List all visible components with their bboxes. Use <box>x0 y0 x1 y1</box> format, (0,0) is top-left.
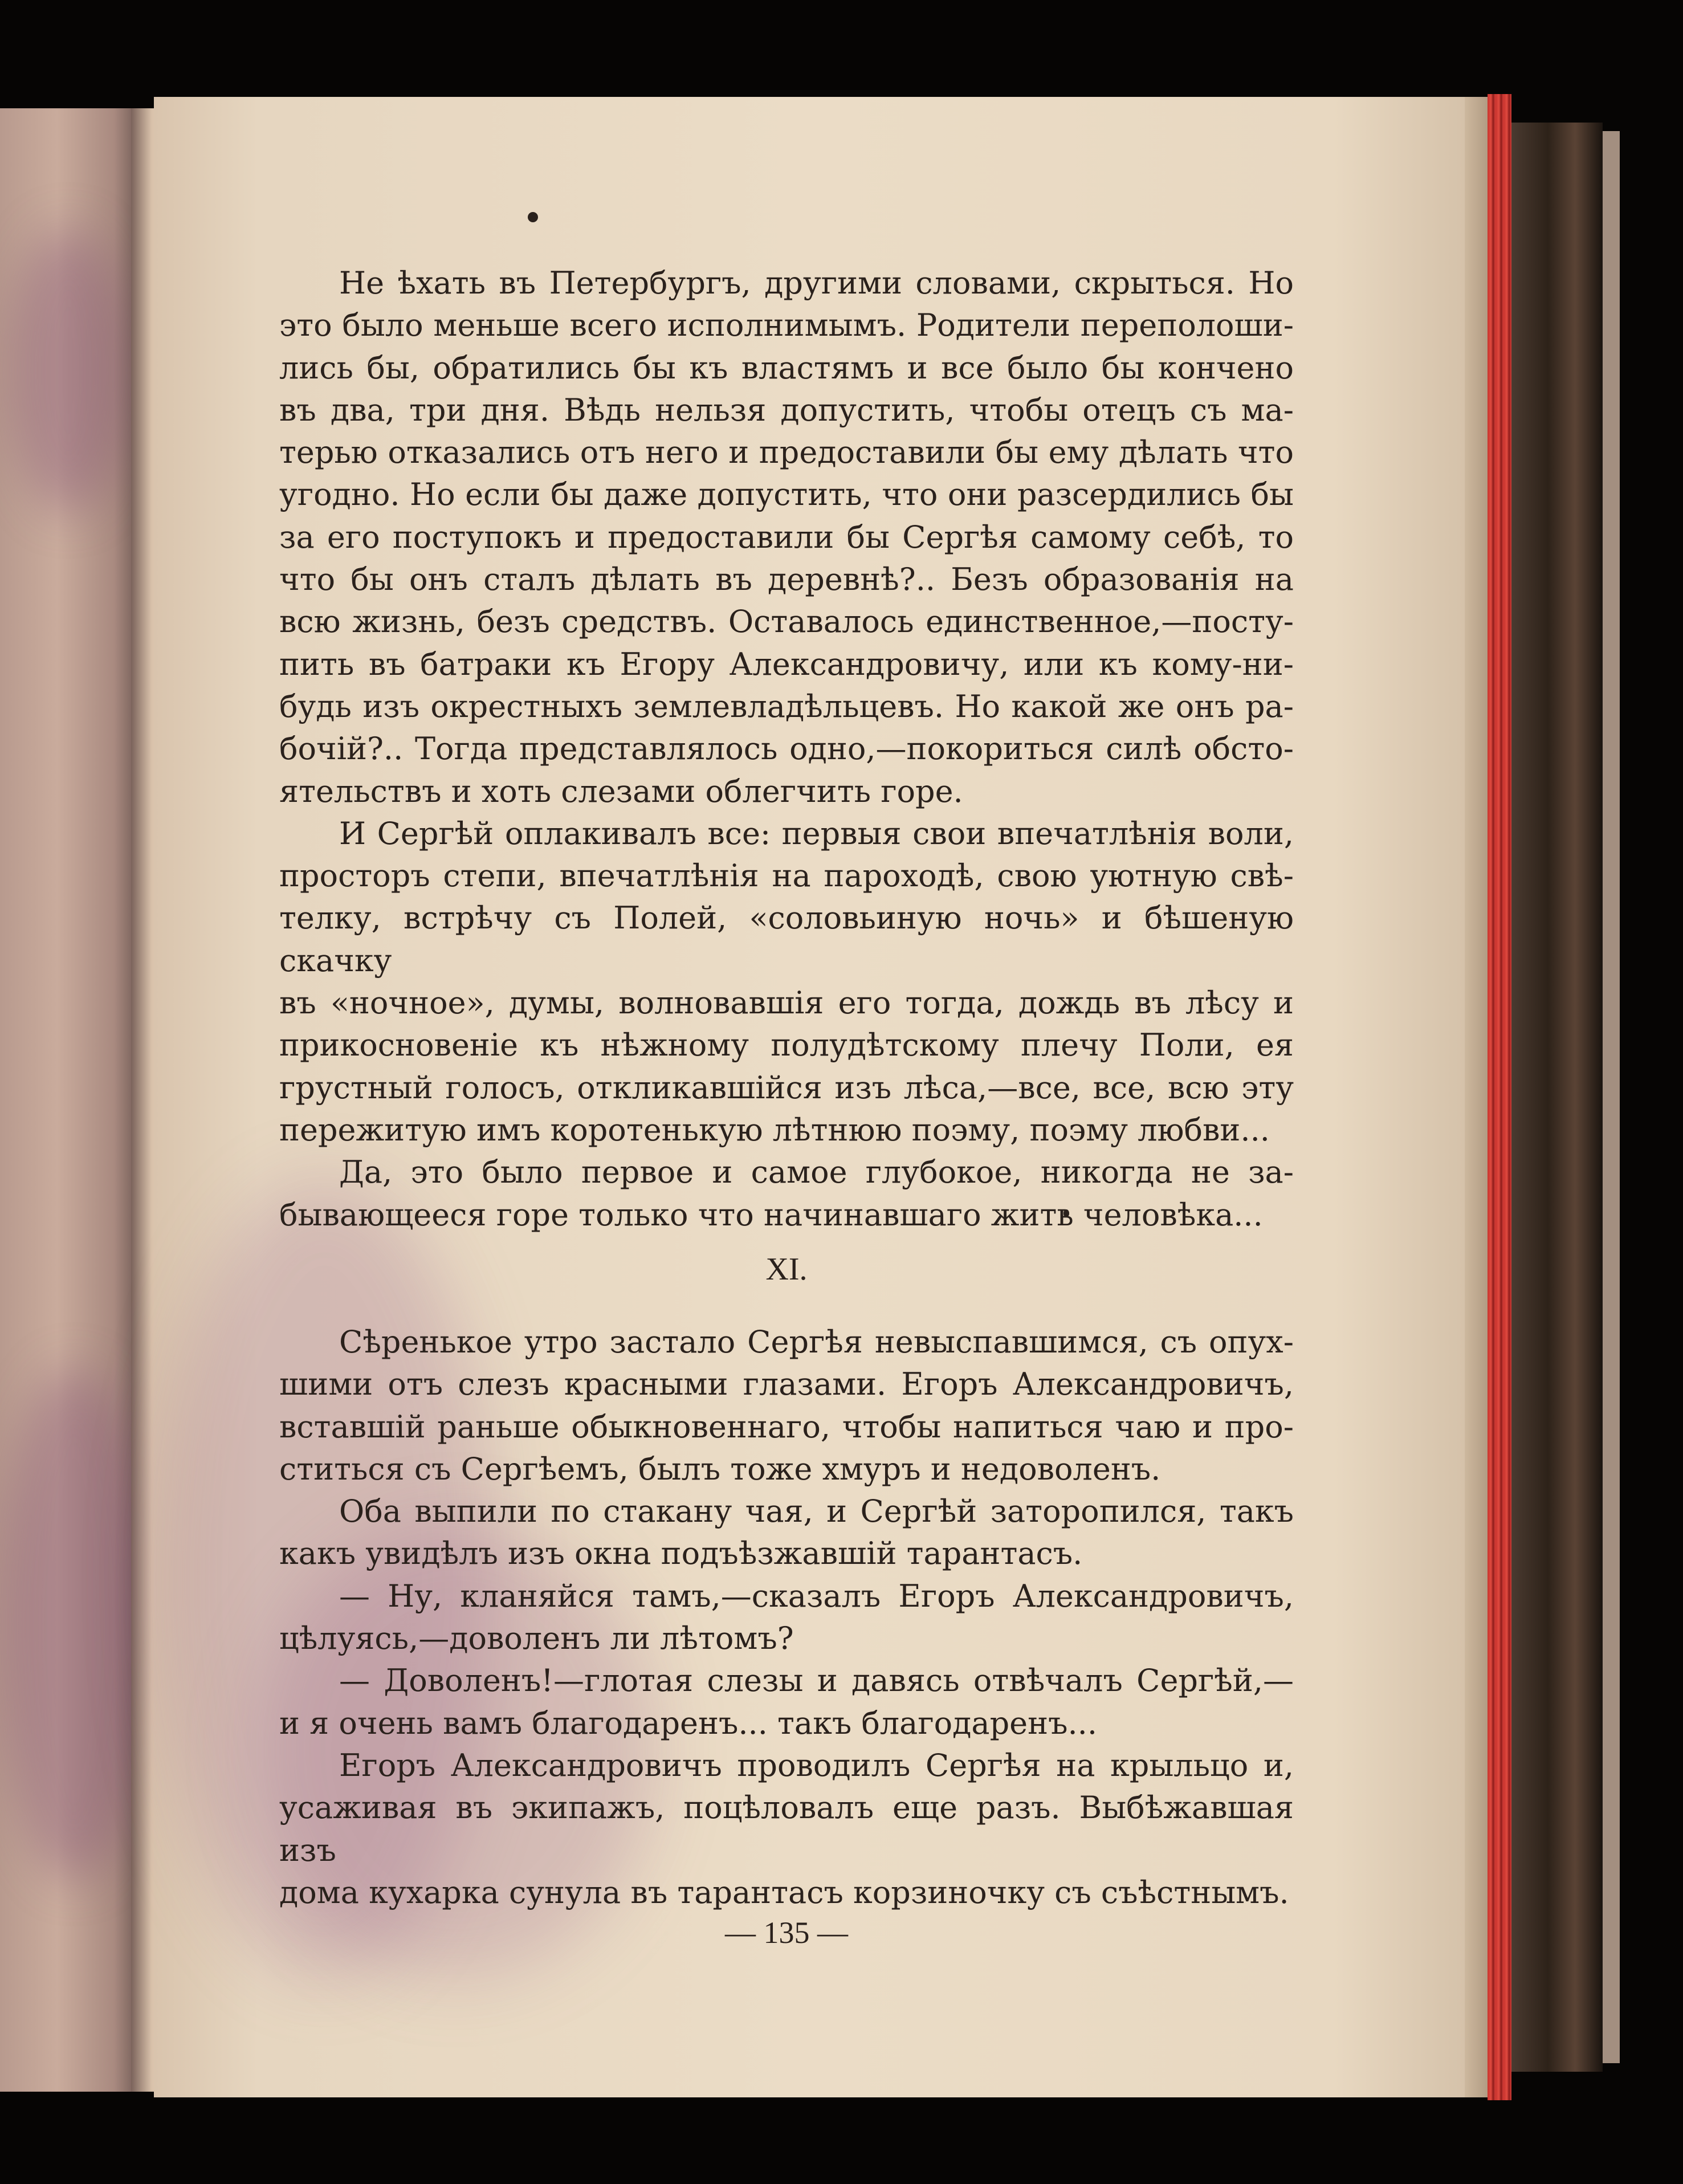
stain <box>11 228 125 513</box>
cover-edge <box>1603 131 1620 2063</box>
text-line: Сѣренькое утро застало Сергѣя невыспавшимся, съ опух- <box>339 1324 1294 1360</box>
text-line: терью отказались отъ него и предоставили бы ему дѣлать что <box>279 434 1294 471</box>
page-block-edge <box>1465 97 1488 2097</box>
text-line: — Ну, кланяйся тамъ,—сказалъ Егоръ Александровичъ, <box>339 1578 1294 1614</box>
text-line: бывающееся горе только что начинавшаго жить человѣка... <box>279 1196 1263 1233</box>
text-line: Да, это было первое и самое глубокое, никогда не за- <box>339 1154 1294 1191</box>
text-line: просторъ степи, впечатлѣнія на пароходѣ, свою уютную свѣ- <box>279 858 1294 894</box>
text-line: и я очень вамъ благодаренъ... такъ благодаренъ... <box>279 1705 1097 1741</box>
text-line: дома кухарка сунула въ тарантасъ корзиночку съ съѣстнымъ. <box>279 1874 1289 1910</box>
text-line: будь изъ окрестныхъ землевладѣльцевъ. Но какой же онъ ра- <box>279 688 1294 724</box>
text-line: въ два, три дня. Вѣдь нельзя допустить, чтобы отецъ съ ма- <box>279 392 1294 428</box>
text-line: — Доволенъ!—глотая слезы и давясь отвѣчалъ Сергѣй,— <box>339 1663 1294 1699</box>
text-line: И Сергѣй оплакивалъ все: первыя свои впечатлѣнія воли, <box>339 815 1294 851</box>
text-line: усаживая въ экипажъ, поцѣловалъ еще разъ. Выбѣжавшая изъ <box>279 1790 1294 1868</box>
text-line: шими отъ слезъ красными глазами. Егоръ Александровичъ, <box>279 1366 1294 1403</box>
text-line: Не ѣхать въ Петербургъ, другими словами, скрыться. Но <box>339 265 1294 301</box>
text-line: Егоръ Александровичъ проводилъ Сергѣя на крыльцо и, <box>339 1747 1294 1783</box>
text-line: что бы онъ сталъ дѣлать въ деревнѣ?.. Безъ образованія на <box>279 561 1294 598</box>
book-cover <box>1511 123 1603 2072</box>
main-text-bottom <box>279 1321 1294 1914</box>
text-line: прикосновеніе къ нѣжному полудѣтскому плечу Поли, ея <box>279 1027 1294 1064</box>
red-page-edges <box>1488 94 1511 2100</box>
ink-speck <box>528 212 538 222</box>
text-line: телку, встрѣчу съ Полей, «соловьиную ночь» и бѣшеную скачку <box>279 900 1294 979</box>
chapter-heading: XI. <box>765 1252 808 1287</box>
page-number: — 135 — <box>725 1916 848 1950</box>
text-line: пережитую имъ коротенькую лѣтнюю поэму, поэму любви... <box>279 1111 1270 1148</box>
text-line: за его поступокъ и предоставили бы Сергѣя самому себѣ, то <box>279 519 1294 555</box>
text-line: Оба выпили по стакану чая, и Сергѣй заторопился, такъ <box>339 1493 1294 1530</box>
main-text-top <box>279 262 1294 1236</box>
text-line: вставшій раньше обыкновеннаго, чтобы напиться чаю и про- <box>279 1408 1294 1445</box>
text-line: въ «ночное», думы, волновавшія его тогда, дождь въ лѣсу и <box>279 985 1294 1021</box>
text-line: цѣлуясь,—доволенъ ли лѣтомъ? <box>279 1620 794 1657</box>
text-line: это было меньше всего исполнимымъ. Родители переполоши- <box>279 307 1294 344</box>
text-line: всю жизнь, безъ средствъ. Оставалось единственное,—посту- <box>279 604 1294 640</box>
text-line: угодно. Но если бы даже допустить, что они разсердились бы <box>279 476 1294 513</box>
text-line: ститься съ Сергѣемъ, былъ тоже хмуръ и недоволенъ. <box>279 1450 1161 1487</box>
text-line: ятельствъ и хоть слезами облегчить горе. <box>279 773 963 809</box>
text-line: бочій?.. Тогда представлялось одно,—покориться силѣ обсто- <box>279 731 1294 767</box>
text-line: пить въ батраки къ Егору Александровичу, или къ кому-ни- <box>279 646 1294 682</box>
text-line: какъ увидѣлъ изъ окна подъѣзжавшій тарантасъ. <box>279 1535 1083 1572</box>
text-line: грустный голосъ, откликавшійся изъ лѣса,—все, все, всю эту <box>279 1069 1294 1106</box>
text-line: лись бы, обратились бы къ властямъ и все было бы кончено <box>279 349 1294 386</box>
stain <box>0 1368 148 1881</box>
